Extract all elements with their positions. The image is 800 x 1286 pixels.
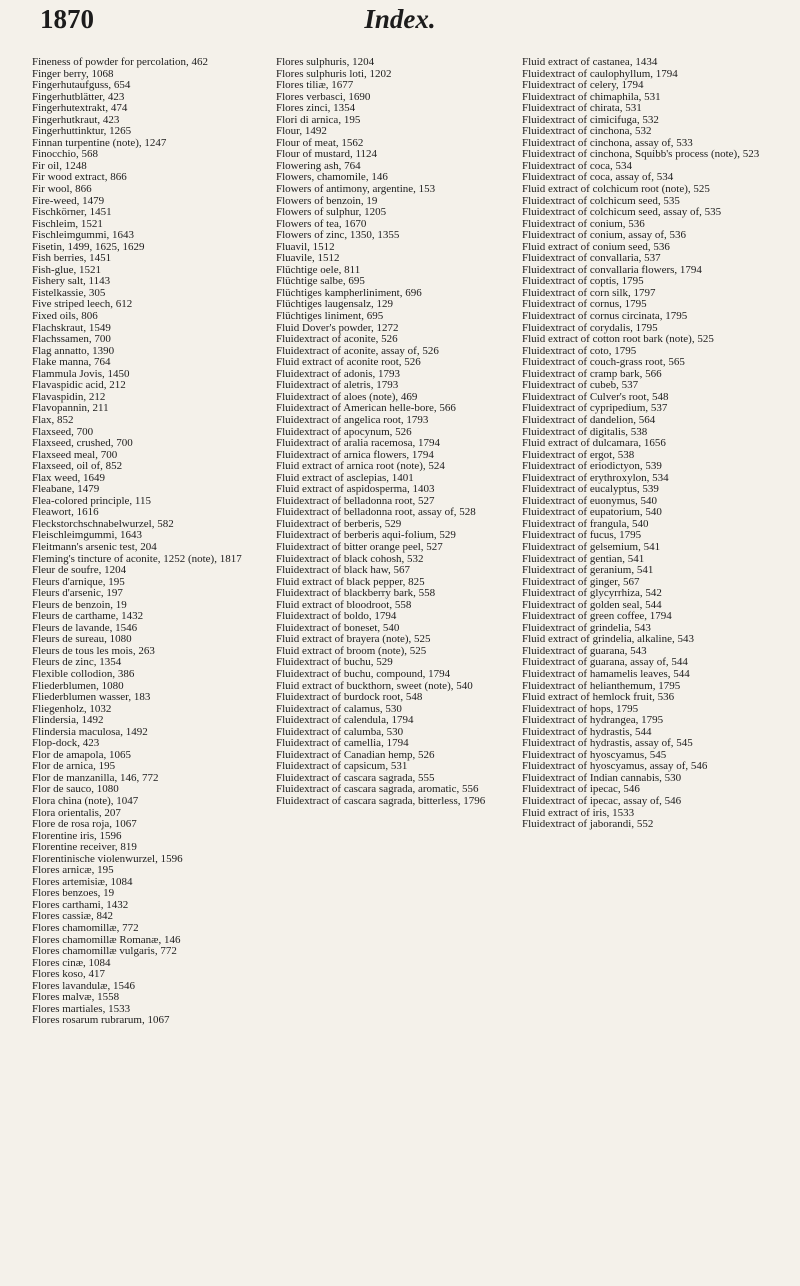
index-entry: Fleur de soufre, 1204 <box>32 565 127 577</box>
index-entry: Fluidextract of aconite, 526 <box>276 334 398 346</box>
index-entry: Flor de amapola, 1065 <box>32 749 131 761</box>
index-entry: Finger berry, 1068 <box>32 68 114 80</box>
index-entry: Fluidextract of arnica flowers, 1794 <box>276 449 434 461</box>
index-entry: Flor de arnica, 195 <box>32 761 116 773</box>
index-entry: Fluidextract of boldo, 1794 <box>276 611 397 623</box>
index-entry: Fluidextract of buchu, 529 <box>276 657 393 669</box>
index-entry: Flores chamomillæ vulgaris, 772 <box>32 946 177 958</box>
index-entry: Fluidextract of cubeb, 537 <box>522 380 639 392</box>
index-entry: Fluidextract of convallaria, 537 <box>522 253 661 265</box>
index-entry: Fluidextract of hamamelis leaves, 544 <box>522 668 690 680</box>
index-entry: Fluidextract of chimaphila, 531 <box>522 91 661 103</box>
index-column-3 <box>522 57 767 831</box>
index-entry: Fluidextract of coca, 534 <box>522 160 632 172</box>
index-entry: Fluid extract of castanea, 1434 <box>522 57 658 68</box>
index-entry: Fluid extract of brayera (note), 525 <box>276 634 431 646</box>
index-entry: Fluid extract of broom (note), 525 <box>276 645 427 657</box>
index-entry: Fluidextract of calamus, 530 <box>276 703 402 715</box>
index-entry: Fluidextract of coptis, 1795 <box>522 276 644 288</box>
index-entry: Flores chamomillæ, 772 <box>32 923 139 935</box>
index-entry: Fluidextract of glycyrrhiza, 542 <box>522 588 662 600</box>
index-entry: Flüchtiges laugensalz, 129 <box>276 299 394 311</box>
index-entry: Fleurs de sureau, 1080 <box>32 634 132 646</box>
index-entry: Flor de manzanilla, 146, 772 <box>32 772 159 784</box>
index-entry: Fluid extract of bloodroot, 558 <box>276 599 412 611</box>
index-entry: Flour of meat, 1562 <box>276 137 364 149</box>
index-entry: Fleischleimgummi, 1643 <box>32 530 142 542</box>
index-entry: Flachskraut, 1549 <box>32 322 111 334</box>
index-entry: Fistelkassie, 305 <box>32 287 106 299</box>
index-entry: Fluidextract of cimicifuga, 532 <box>522 114 659 126</box>
index-entry: Flüchtiges kampherliniment, 696 <box>276 287 422 299</box>
index-entry: Fluidextract of chirata, 531 <box>522 103 642 115</box>
index-entry: Fluavile, 1512 <box>276 253 340 265</box>
index-entry: Fishery salt, 1143 <box>32 276 111 288</box>
index-entry: Fluidextract of bitter orange peel, 527 <box>276 541 443 553</box>
index-entry: Flora orientalis, 207 <box>32 807 121 819</box>
index-entry: Fluidextract of hydrastis, assay of, 545 <box>522 738 693 750</box>
index-entry: Fleurs d'arnique, 195 <box>32 576 125 588</box>
index-entry: Fluid extract of grindelia, alkaline, 543 <box>522 634 694 646</box>
index-entry: Fish-glue, 1521 <box>32 264 102 276</box>
index-entry: Fluidextract of cornus, 1795 <box>522 299 647 311</box>
index-entry: Fluidextract of aloes (note), 469 <box>276 391 418 403</box>
index-entry: Fleurs de zinc, 1354 <box>32 657 122 669</box>
index-entry: Flores arnicæ, 195 <box>32 865 114 877</box>
index-entry: Fluidextract of ergot, 538 <box>522 449 635 461</box>
index-entry: Flowering ash, 764 <box>276 160 361 172</box>
index-entry: Fluidextract of angelica root, 1793 <box>276 414 429 426</box>
index-entry: Flores martiales, 1533 <box>32 1003 131 1015</box>
index-entry: Fleurs de tous les mois, 263 <box>32 645 155 657</box>
index-entry: Flores carthami, 1432 <box>32 899 129 911</box>
index-entry: Fluid extract of dulcamara, 1656 <box>522 438 666 450</box>
index-entry: Fluidextract of convallaria flowers, 1794 <box>522 264 702 276</box>
index-entry: Flowers of tea, 1670 <box>276 218 367 230</box>
page-title: Index. <box>364 4 436 34</box>
index-entry: Fisetin, 1499, 1625, 1629 <box>32 241 145 253</box>
index-entry: Flindersia maculosa, 1492 <box>32 726 148 738</box>
index-entry: Fluidextract of green coffee, 1794 <box>522 611 672 623</box>
index-entry: Fleawort, 1616 <box>32 507 99 519</box>
index-entry: Fineness of powder for percolation, 462 <box>32 57 208 68</box>
index-entry: Fluidextract of dandelion, 564 <box>522 414 656 426</box>
index-entry: Fluidextract of apocynum, 526 <box>276 426 412 438</box>
page-number: 1870 <box>40 4 94 34</box>
index-entry: Fischkörner, 1451 <box>32 207 112 219</box>
index-entry: Flowers of antimony, argentine, 153 <box>276 184 436 196</box>
index-entry: Fluidextract of golden seal, 544 <box>522 599 662 611</box>
index-entry: Fluid extract of cotton root bark (note), 525 <box>522 334 714 346</box>
index-entry: Fluid extract of asclepias, 1401 <box>276 472 414 484</box>
index-entry: Fluidextract of geranium, 541 <box>522 565 654 577</box>
index-entry: Flori di arnica, 195 <box>276 114 361 126</box>
index-entry: Flax, 852 <box>32 414 74 426</box>
index-entry: Flour, 1492 <box>276 126 327 138</box>
index-entry: Fluidextract of ginger, 567 <box>522 576 640 588</box>
index-entry: Fingerhutaufguss, 654 <box>32 80 131 92</box>
index-entry: Fluidextract of calendula, 1794 <box>276 715 414 727</box>
index-column-2 <box>276 57 521 808</box>
index-entry: Fliegenholz, 1032 <box>32 703 112 715</box>
index-entry: Fluidextract of burdock root, 548 <box>276 692 423 704</box>
index-entry: Finnan turpentine (note), 1247 <box>32 137 167 149</box>
index-entry: Flores tiliæ, 1677 <box>276 80 354 92</box>
index-entry: Fish berries, 1451 <box>32 253 112 265</box>
index-entry: Florentine receiver, 819 <box>32 842 137 854</box>
index-entry: Fluidextract of black haw, 567 <box>276 565 410 577</box>
index-entry: Fingerhutkraut, 423 <box>32 114 120 126</box>
index-entry: Five striped leech, 612 <box>32 299 133 311</box>
index-entry: Flea-colored principle, 115 <box>32 495 152 507</box>
index-entry: Fluidextract of adonis, 1793 <box>276 368 401 380</box>
index-entry: Fischleim, 1521 <box>32 218 103 230</box>
index-entry: Fliederblumen wasser, 183 <box>32 692 151 704</box>
index-entry: Flüchtige oele, 811 <box>276 264 361 276</box>
index-entry: Flour of mustard, 1124 <box>276 149 378 161</box>
index-entry: Fluidextract of boneset, 540 <box>276 622 400 634</box>
index-entry: Fluidextract of coto, 1795 <box>522 345 637 357</box>
index-entry: Flowers of zinc, 1350, 1355 <box>276 230 400 242</box>
index-entry: Fleurs d'arsenic, 197 <box>32 588 123 600</box>
index-entry: Fluidextract of jaborandi, 552 <box>522 819 654 831</box>
index-entry: Fluidextract of cinchona, 532 <box>522 126 652 138</box>
index-entry: Fluidextract of guarana, 543 <box>522 645 647 657</box>
index-entry: Fluidextract of cinchona, Squibb's process (note), 523 <box>522 149 760 161</box>
index-entry: Flowers, chamomile, 146 <box>276 172 388 184</box>
index-entry: Fluavil, 1512 <box>276 241 335 253</box>
index-entry: Fluidextract of euonymus, 540 <box>522 495 658 507</box>
index-entry: Flaxseed, oil of, 852 <box>32 461 123 473</box>
index-entry: Fluidextract of berberis, 529 <box>276 518 402 530</box>
index-entry: Fluidextract of colchicum seed, 535 <box>522 195 680 207</box>
index-entry: Fluidextract of ipecac, assay of, 546 <box>522 796 682 807</box>
index-entry: Fluidextract of belladonna root, assay of, 528 <box>276 507 476 519</box>
index-entry: Fluidextract of conium, 536 <box>522 218 645 230</box>
index-entry: Fluid extract of black pepper, 825 <box>276 576 425 588</box>
index-column-1 <box>32 57 277 1027</box>
index-entry: Fluidextract of hops, 1795 <box>522 703 639 715</box>
index-entry: Flavopannin, 211 <box>32 403 109 415</box>
index-entry: Flaxseed, 700 <box>32 426 94 438</box>
index-entry: Flores koso, 417 <box>32 969 106 981</box>
index-entry: Finocchio, 568 <box>32 149 98 161</box>
index-entry: Flores sulphuris, 1204 <box>276 57 375 68</box>
index-entry: Fluidextract of gentian, 541 <box>522 553 645 565</box>
index-entry: Fluidextract of cramp bark, 566 <box>522 368 662 380</box>
index-entry: Fluid Dover's powder, 1272 <box>276 322 399 334</box>
index-entry: Flüchtiges liniment, 695 <box>276 311 384 323</box>
index-entry: Flores verbasci, 1690 <box>276 91 371 103</box>
index-entry: Fluidextract of frangula, 540 <box>522 518 649 530</box>
index-entry: Flexible collodion, 386 <box>32 668 135 680</box>
index-entry: Fleming's tincture of aconite, 1252 (note), 1817 <box>32 553 242 565</box>
index-entry: Fleckstorchschnabelwurzel, 582 <box>32 518 174 530</box>
index-entry: Fixed oils, 806 <box>32 311 98 323</box>
index-entry: Fluidextract of gelsemium, 541 <box>522 541 661 553</box>
index-entry: Fluidextract of cypripedium, 537 <box>522 403 668 415</box>
index-entry: Flores chamomillæ Romanæ, 146 <box>32 934 181 946</box>
index-entry: Fluid extract of aspidosperma, 1403 <box>276 484 435 496</box>
index-entry: Flora china (note), 1047 <box>32 796 139 807</box>
index-entry: Fluidextract of cascara sagrada, bitterless, 1796 <box>276 796 486 807</box>
index-entry: Flores malvæ, 1558 <box>32 992 120 1004</box>
index-entry: Fingerhuttinktur, 1265 <box>32 126 132 138</box>
index-entry: Fluidextract of ipecac, 546 <box>522 784 640 796</box>
index-entry: Flammula Jovis, 1450 <box>32 368 130 380</box>
index-entry: Fluidextract of calumba, 530 <box>276 726 404 738</box>
index-entry: Fliederblumen, 1080 <box>32 680 124 692</box>
index-entry: Fluidextract of Culver's root, 548 <box>522 391 669 403</box>
index-entry: Fluidextract of Indian cannabis, 530 <box>522 772 682 784</box>
index-entry: Flores lavandulæ, 1546 <box>32 980 135 992</box>
index-entry: Fluidextract of aralia racemosa, 1794 <box>276 438 441 450</box>
page-header <box>40 4 760 40</box>
index-entry: Flaxseed, crushed, 700 <box>32 438 133 450</box>
index-entry: Fluidextract of cascara sagrada, aromatic, 556 <box>276 784 479 796</box>
index-entry: Fluidextract of cascara sagrada, 555 <box>276 772 435 784</box>
index-entry: Fluidextract of buchu, compound, 1794 <box>276 668 451 680</box>
index-entry: Flores artemisiæ, 1084 <box>32 876 133 888</box>
index-entry: Fluid extract of buckthorn, sweet (note), 540 <box>276 680 473 692</box>
index-entry: Flowers of benzoin, 19 <box>276 195 378 207</box>
index-entry: Florentinische violenwurzel, 1596 <box>32 853 183 865</box>
index-entry: Fluid extract of aconite root, 526 <box>276 357 421 369</box>
index-entry: Fluidextract of hyoscyamus, assay of, 546 <box>522 761 708 773</box>
index-entry: Fluidextract of Canadian hemp, 526 <box>276 749 435 761</box>
index-entry: Fluid extract of hemlock fruit, 536 <box>522 692 675 704</box>
index-entry: Fluidextract of coca, assay of, 534 <box>522 172 674 184</box>
index-entry: Fluidextract of colchicum seed, assay of, 535 <box>522 207 722 219</box>
index-entry: Fluidextract of aletris, 1793 <box>276 380 399 392</box>
index-entry: Fir wood extract, 866 <box>32 172 127 184</box>
index-entry: Flindersia, 1492 <box>32 715 104 727</box>
index-entry: Fir wool, 866 <box>32 184 92 196</box>
index-entry: Fluid extract of colchicum root (note), 525 <box>522 184 710 196</box>
index-entry: Fluidextract of cinchona, assay of, 533 <box>522 137 693 149</box>
index-entry: Fluidextract of celery, 1794 <box>522 80 644 92</box>
index-entry: Fluidextract of caulophyllum, 1794 <box>522 68 678 80</box>
index-entry: Fluidextract of grindelia, 543 <box>522 622 651 634</box>
index-entry: Fluidextract of aconite, assay of, 526 <box>276 345 439 357</box>
index-entry: Fluidextract of hydrangea, 1795 <box>522 715 664 727</box>
index-entry: Fluidextract of conium, assay of, 536 <box>522 230 687 242</box>
index-entry: Fleurs de carthame, 1432 <box>32 611 144 623</box>
index-entry: Flaxseed meal, 700 <box>32 449 118 461</box>
index-entry: Fluidextract of hydrastis, 544 <box>522 726 652 738</box>
index-entry: Fluidextract of black cohosh, 532 <box>276 553 424 565</box>
index-entry: Flowers of sulphur, 1205 <box>276 207 387 219</box>
index-entry: Flachssamen, 700 <box>32 334 111 346</box>
index-entry: Fire-weed, 1479 <box>32 195 105 207</box>
index-entry: Fluidextract of couch-grass root, 565 <box>522 357 685 369</box>
index-entry: Fluid extract of arnica root (note), 524 <box>276 461 445 473</box>
index-entry: Fluidextract of helianthemum, 1795 <box>522 680 681 692</box>
index-entry: Flores benzoes, 19 <box>32 888 115 900</box>
index-entry: Fluidextract of eriodictyon, 539 <box>522 461 662 473</box>
index-entry: Fleurs de lavande, 1546 <box>32 622 138 634</box>
index-entry: Flüchtige salbe, 695 <box>276 276 365 288</box>
index-entry: Fingerhutextrakt, 474 <box>32 103 128 115</box>
index-entry: Fluidextract of digitalis, 538 <box>522 426 648 438</box>
index-entry: Fluidextract of American helle-bore, 566 <box>276 403 456 415</box>
index-entry: Fluid extract of iris, 1533 <box>522 807 635 819</box>
index-entry: Fluidextract of berberis aqui-folium, 529 <box>276 530 456 542</box>
index-entry: Fluidextract of fucus, 1795 <box>522 530 642 542</box>
index-entry: Fluidextract of capsicum, 531 <box>276 761 408 773</box>
index-entry: Flores cassiæ, 842 <box>32 911 113 923</box>
index-entry: Fischleimgummi, 1643 <box>32 230 135 242</box>
index-entry: Flake manna, 764 <box>32 357 111 369</box>
index-entry: Fluidextract of eucalyptus, 539 <box>522 484 659 496</box>
index-entry: Flavaspidic acid, 212 <box>32 380 126 392</box>
index-entry: Fleitmann's arsenic test, 204 <box>32 541 157 553</box>
index-entry: Fluidextract of corydalis, 1795 <box>522 322 658 334</box>
index-entry: Fluidextract of guarana, assay of, 544 <box>522 657 688 669</box>
index-entry: Fluidextract of cornus circinata, 1795 <box>522 311 688 323</box>
index-entry: Flor de sauco, 1080 <box>32 784 119 796</box>
index-entry: Flores sulphuris loti, 1202 <box>276 68 392 80</box>
index-entry: Fluidextract of camellia, 1794 <box>276 738 409 750</box>
index-entry: Fluidextract of corn silk, 1797 <box>522 287 656 299</box>
index-entry: Fleabane, 1479 <box>32 484 100 496</box>
index-entry: Fluidextract of eupatorium, 540 <box>522 507 662 519</box>
index-entry: Florentine iris, 1596 <box>32 830 122 842</box>
index-entry: Flores rosarum rubrarum, 1067 <box>32 1015 170 1027</box>
index-entry: Fleurs de benzoin, 19 <box>32 599 127 611</box>
index-entry: Fingerhutblätter, 423 <box>32 91 125 103</box>
index-entry: Flag annatto, 1390 <box>32 345 115 357</box>
index-entry: Fluidextract of erythroxylon, 534 <box>522 472 669 484</box>
index-entry: Flore de rosa roja, 1067 <box>32 819 137 831</box>
index-entry: Fluidextract of belladonna root, 527 <box>276 495 435 507</box>
index-entry: Flores cinæ, 1084 <box>32 957 111 969</box>
index-entry: Flax weed, 1649 <box>32 472 106 484</box>
index-entry: Flavaspidin, 212 <box>32 391 106 403</box>
index-entry: Fluidextract of hyoscyamus, 545 <box>522 749 667 761</box>
index-entry: Flop-dock, 423 <box>32 738 100 750</box>
index-entry: Fluidextract of blackberry bark, 558 <box>276 588 436 600</box>
index-entry: Fir oil, 1248 <box>32 160 87 172</box>
index-entry: Fluid extract of conium seed, 536 <box>522 241 670 253</box>
index-entry: Flores zinci, 1354 <box>276 103 356 115</box>
